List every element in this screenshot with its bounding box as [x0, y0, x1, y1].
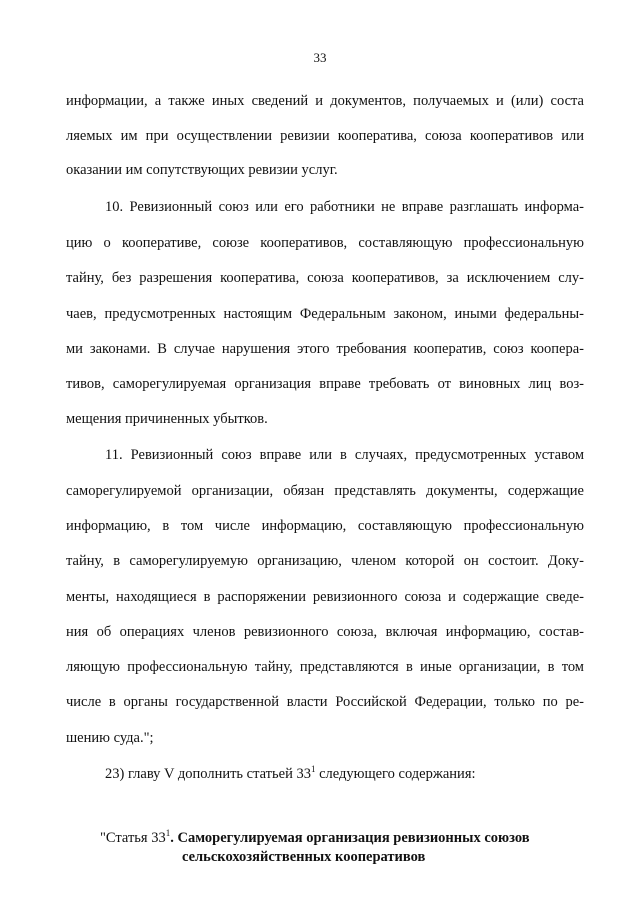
article-heading	[100, 828, 580, 848]
text-line: цию о кооперативе, союзе кооперативов, составляющую профессиональную	[66, 235, 584, 251]
page-number: 33	[313, 50, 327, 65]
text-line: тайну, в саморегулируемую организацию, членом которой он состоит. Доку-	[66, 553, 584, 569]
text-line: менты, находящиеся в распоряжении ревизионного союза и содержащие сведе-	[66, 589, 584, 605]
text-line: тивов, саморегулируемая организация вправе требовать от виновных лиц воз-	[66, 376, 584, 392]
superscript: 1	[310, 764, 316, 774]
text-line: 11. Ревизионный союз вправе или в случаях, предусмотренных уставом	[105, 447, 584, 463]
text-line: ляющую профессиональную тайну, представляются в иные организации, в том	[66, 659, 584, 675]
text-line: шению суда.";	[66, 730, 154, 746]
article-title: Саморегулируемая организация ревизионных союзов	[173, 830, 530, 846]
text-line: чаев, предусмотренных настоящим Федеральным законом, иными федеральны-	[66, 306, 584, 322]
text-line: тайну, без разрешения кооператива, союза кооперативов, за исключением слу-	[66, 270, 584, 286]
text-line: ляемых им при осуществлении ревизии кооператива, союза кооперативов или	[66, 128, 584, 144]
text-line: саморегулируемой организации, обязан представлять документы, содержащие	[66, 483, 584, 499]
amendment-text: 23) главу V дополнить статьей 33	[105, 766, 311, 782]
amendment-text: следующего содержания:	[315, 766, 476, 782]
text-line: информации, а также иных сведений и документов, получаемых и (или) соста	[66, 93, 584, 109]
text-line: информацию, в том числе информацию, составляющую профессиональную	[66, 518, 584, 534]
article-title-line2: сельскохозяйственных кооперативов	[182, 849, 426, 865]
text-line: числе в органы государственной власти Российской Федерации, только по ре-	[66, 694, 584, 710]
article-dot: .	[170, 830, 174, 846]
text-line: ми законами. В случае нарушения этого требования кооператив, союз коопера-	[66, 341, 584, 357]
text-line: мещения причиненных убытков.	[66, 411, 268, 427]
amendment-item-23	[105, 765, 584, 783]
text-line: оказании им сопутствующих ревизии услуг.	[66, 162, 338, 178]
superscript: 1	[165, 828, 171, 838]
text-line: ния об операциях членов ревизионного союза, включая информацию, состав-	[66, 624, 584, 640]
article-label: "Статья 33	[100, 830, 166, 846]
text-line: 10. Ревизионный союз или его работники не вправе разглашать информа-	[105, 199, 584, 215]
